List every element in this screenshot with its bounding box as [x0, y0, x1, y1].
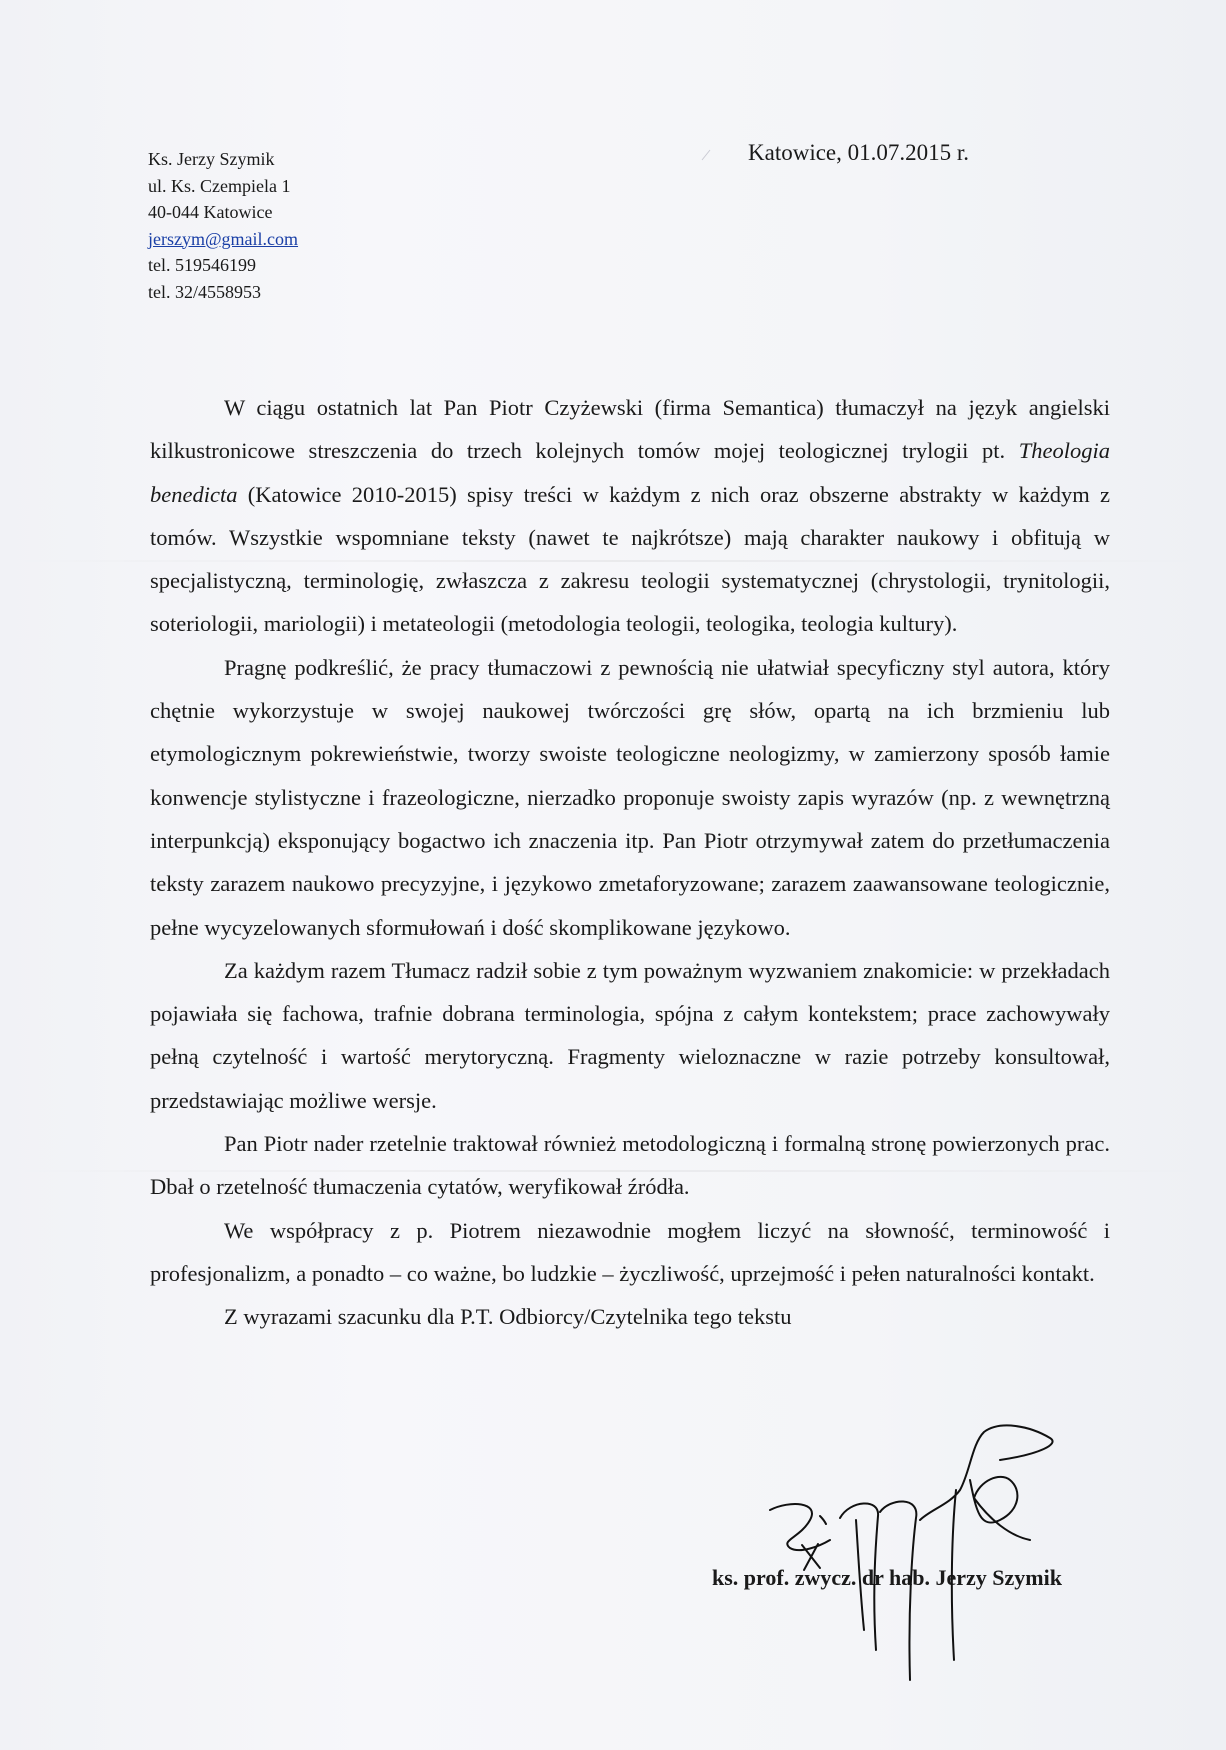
pen-mark-icon — [700, 148, 714, 162]
sender-phone: tel. 519546199 — [148, 255, 256, 275]
sender-email-link[interactable]: jerszym@gmail.com — [148, 228, 299, 249]
sender-name: Ks. Jerzy Szymik — [148, 149, 275, 169]
handwritten-signature-icon — [760, 1420, 1080, 1720]
letter-date: Katowice, 01.07.2015 r. — [748, 140, 970, 165]
body-paragraph: Pan Piotr nader rzetelnie traktował również metodologiczną i formalną stronę powierzonych prac. Dbał o rzetelność tłumaczenia cytatów, weryfikował źródła. — [150, 1131, 1110, 1200]
book-title: Theologia benedicta — [150, 438, 1110, 507]
sender-street: ul. Ks. Czempiela 1 — [148, 175, 291, 196]
sender-address-block — [148, 146, 298, 305]
closing-line: Z wyrazami szacunku dla P.T. Odbiorcy/Czytelnika tego tekstu — [224, 1304, 792, 1330]
body-text-span: W ciągu ostatnich lat Pan Piotr Czyżewski (firma Semantica) tłumaczył na język angielski kilkustronicowe streszczenia do trzech kolejnych tomów mojej teologicznej trylogii pt. — [150, 395, 1110, 464]
letter-body — [150, 386, 1110, 1339]
body-text-span: (Katowice 2010-2015) spisy treści w każdym z nich oraz obszerne abstrakty w każdym z tomów. Wszystkie wspomniane teksty (nawet te najkrótsze) mają charakter naukowy i obfitują w specjalistyczną, terminologię, zwłaszcza z zakresu teologii systematycznej (chrystologii, trynitologii, soteriologii, mariologii) i metateologii (metodologia teologii, teologika, teologia kultury). — [150, 481, 1110, 637]
body-paragraph: Pragnę podkreślić, że pracy tłumaczowi z pewnością nie ułatwiał specyficzny styl autora, który chętnie wykorzystuje w swojej naukowej twórczości grę słów, opartą na ich brzmieniu lub etymologicznym pokrewieństwie, tworzy swoiste teologiczne neologizmy, w zamierzony sposób łamie konwencje stylistyczne i frazeologiczne, nierzadko proponuje swoisty zapis wyrazów (np. z wewnętrzną interpunkcją) eksponujący bogactwo ich znaczenia itp. Pan Piotr otrzymywał zatem do przetłumaczenia teksty zarazem naukowo precyzyjne, i językowo zmetaforyzowane; zarazem zaawansowane teologicznie, pełne wycyzelowanych sformułowań i dość skomplikowane językowo. — [150, 654, 1110, 940]
signatory-name: ks. prof. zwycz. dr hab. Jerzy Szymik — [712, 1565, 1062, 1590]
body-paragraph: Za każdym razem Tłumacz radził sobie z tym poważnym wyzwaniem znakomicie: w przekładach pojawiała się fachowa, trafnie dobrana terminologia, spójna z całym kontekstem; prace zachowywały pełną czytelność i wartość merytoryczną. Fragmenty wieloznaczne w razie potrzeby konsultował, przedstawiając możliwe wersje. — [150, 957, 1110, 1113]
sender-city: 40-044 Katowice — [148, 202, 273, 222]
body-paragraph: We współpracy z p. Piotrem niezawodnie mogłem liczyć na słowność, terminowość i profesjonalizm, a ponadto – co ważne, bo ludzkie – życzliwość, uprzejmość i pełen naturalności kontakt. — [150, 1217, 1110, 1286]
body-paragraph — [150, 386, 1110, 646]
sender-phone: tel. 32/4558953 — [148, 281, 261, 302]
